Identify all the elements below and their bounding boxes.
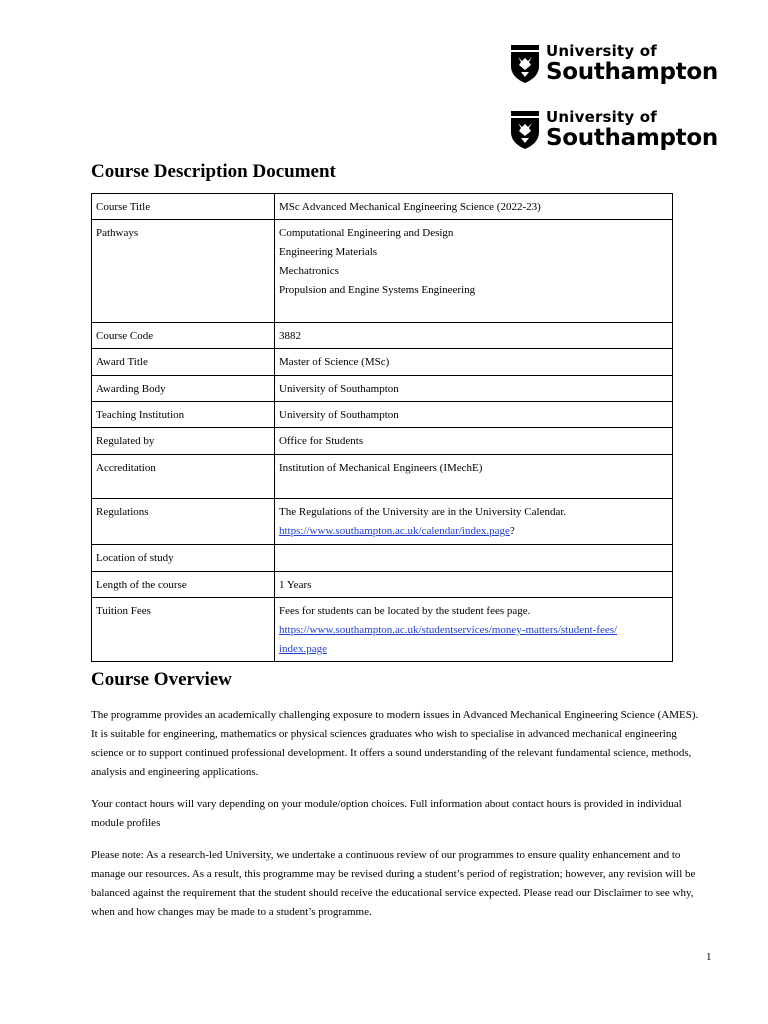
- row-label: Tuition Fees: [92, 598, 275, 662]
- tuition-text: Fees for students can be located by the student fees page.: [279, 605, 531, 617]
- row-value: 3882: [275, 323, 673, 349]
- logo-line-1: University of: [546, 108, 658, 126]
- table-row: [92, 376, 673, 402]
- row-label: Pathways: [92, 220, 275, 323]
- student-fees-link[interactable]: index.page: [279, 643, 327, 655]
- overview-paragraph: Your contact hours will vary depending on your module/option choices. Full information about contact hours is provided in individual module profiles: [91, 798, 682, 829]
- row-label: Regulations: [92, 499, 275, 545]
- logo-line-2: Southampton: [546, 59, 718, 85]
- overview-heading: Course Overview: [91, 669, 232, 690]
- university-logo: [509, 42, 718, 86]
- row-label: Award Title: [92, 349, 275, 376]
- table-row: [92, 402, 673, 428]
- tuition-value: [275, 598, 673, 662]
- regulations-value: [275, 499, 673, 545]
- table-row: [92, 428, 673, 455]
- overview-paragraph: The programme provides an academically challenging exposure to modern issues in Advanced Mechanical Engineering Science (AMES). It is suitable for engineering, mathematics or physical sciences graduates who wish to specialise in advanced mechanical engineering science or to support continued professional development. It offers a sound understanding of the relevant fundamental science, methods, analysis and engineering applications.: [91, 709, 699, 778]
- row-label: Length of the course: [92, 572, 275, 598]
- table-row: [92, 499, 673, 545]
- row-value: Institution of Mechanical Engineers (IMechE): [275, 455, 673, 499]
- row-value: University of Southampton: [275, 402, 673, 428]
- logo-line-1: University of: [546, 42, 658, 60]
- course-info-table: [91, 193, 673, 662]
- row-label: Teaching Institution: [92, 402, 275, 428]
- row-value: Office for Students: [275, 428, 673, 455]
- table-row: [92, 220, 673, 323]
- regulations-text: The Regulations of the University are in the University Calendar.: [279, 506, 567, 518]
- table-row: [92, 323, 673, 349]
- university-logo: [509, 108, 718, 152]
- fees-link-line: [279, 621, 668, 640]
- table-row: [92, 598, 673, 662]
- row-label: Accreditation: [92, 455, 275, 499]
- row-value: Master of Science (MSc): [275, 349, 673, 376]
- pathway-item: Engineering Materials: [279, 246, 378, 258]
- overview-body: [91, 706, 707, 935]
- link-suffix: ?: [509, 525, 515, 537]
- row-value: MSc Advanced Mechanical Engineering Science (2022-23): [275, 194, 673, 220]
- page-number: 1: [706, 951, 712, 963]
- table-row: [92, 349, 673, 376]
- shield-crest-icon: [509, 110, 541, 150]
- pathway-item: Mechatronics: [279, 265, 339, 277]
- calendar-link[interactable]: https://www.southampton.ac.uk/calendar/index.page: [279, 525, 510, 537]
- document-title: Course Description Document: [91, 161, 336, 182]
- table-row: [92, 545, 673, 572]
- table-row: [92, 455, 673, 499]
- pathway-item: Computational Engineering and Design: [279, 227, 454, 239]
- logo-line-2: Southampton: [546, 125, 718, 151]
- row-value: 1 Years: [275, 572, 673, 598]
- row-label: Regulated by: [92, 428, 275, 455]
- row-label: Location of study: [92, 545, 275, 572]
- row-label: Awarding Body: [92, 376, 275, 402]
- table-row: [92, 194, 673, 220]
- row-label: Course Code: [92, 323, 275, 349]
- row-value: University of Southampton: [275, 376, 673, 402]
- student-fees-link[interactable]: https://www.southampton.ac.uk/studentservices/money-matters/student-fees/: [279, 624, 618, 636]
- row-label: Course Title: [92, 194, 275, 220]
- pathway-item: Propulsion and Engine Systems Engineering: [279, 284, 476, 296]
- overview-paragraph: Please note: As a research-led University, we undertake a continuous review of our programmes to ensure quality enhancement and to manage our resources. As a result, this programme may be revised during a student’s period of registration; however, any revision will be balanced against the requirement that the student should receive the educational service expected. Please read our Disclaimer to see why, when and how changes may be made to a student’s programme.: [91, 849, 696, 918]
- fees-link-line: [279, 640, 668, 659]
- table-row: [92, 572, 673, 598]
- shield-crest-icon: [509, 44, 541, 84]
- pathways-list: [275, 220, 673, 323]
- regulations-link-line: [279, 522, 668, 541]
- row-value: [275, 545, 673, 572]
